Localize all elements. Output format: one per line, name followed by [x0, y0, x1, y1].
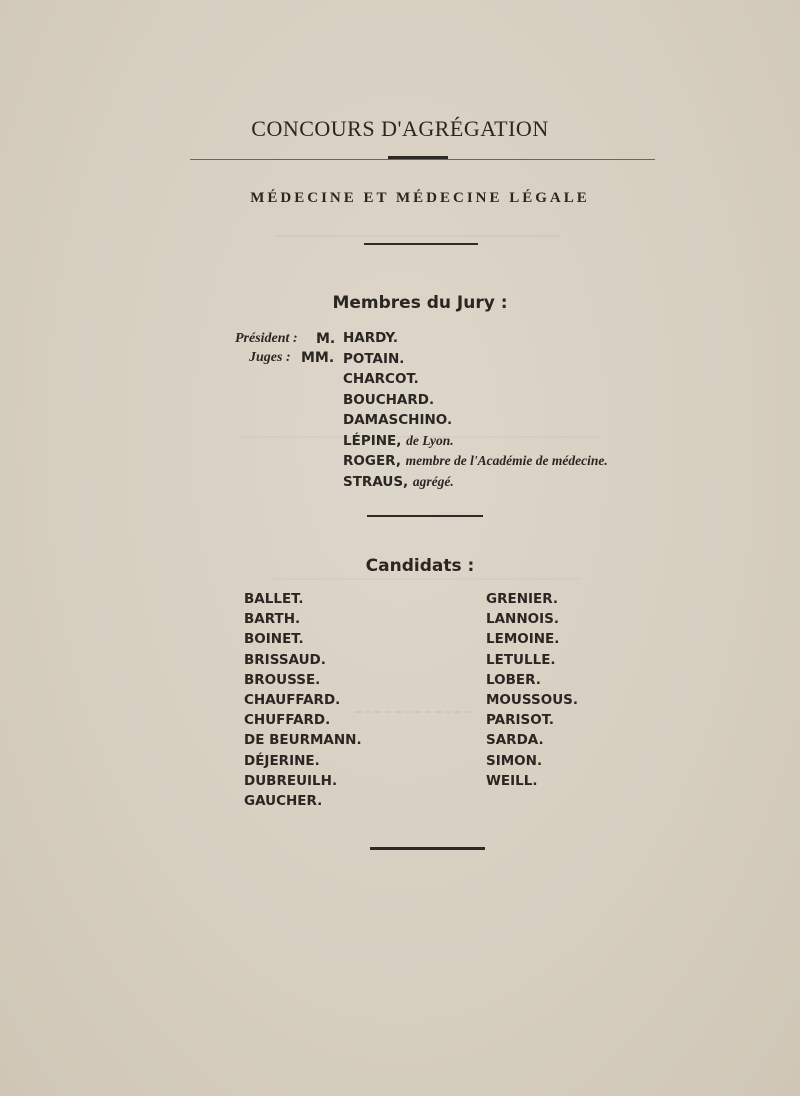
president-title: M. — [316, 331, 336, 347]
candidate-name: BRISSAUD. — [244, 651, 326, 668]
candidate-name: DE BEURMANN. — [244, 732, 362, 749]
candidate-name: LETULLE. — [486, 651, 556, 668]
jury-member-name: LÉPINE, — [343, 432, 402, 449]
candidate-name: PARISOT. — [486, 712, 555, 729]
candidate-name: CHUFFARD. — [244, 712, 331, 729]
candidate-name: LANNOIS. — [486, 611, 559, 628]
jury-member-name: DAMASCHINO. — [343, 412, 453, 428]
jury-member-name: POTAIN. — [343, 350, 405, 367]
jury-member-name: HARDY. — [343, 330, 399, 346]
candidate-name: BROUSSE. — [244, 671, 321, 688]
jury-member-note: agrégé. — [412, 473, 454, 489]
jury-member-name: CHARCOT. — [343, 371, 419, 387]
jury-member-note: de Lyon. — [406, 432, 454, 448]
candidate-name: BOINET. — [244, 631, 304, 648]
page-title: CONCOURS D'AGRÉGATION — [251, 116, 549, 141]
candidate-name: GRENIER. — [486, 591, 559, 607]
jury-heading: Membres du Jury : — [332, 293, 508, 313]
exam-subtitle: MÉDECINE ET MÉDECINE LÉGALE — [250, 190, 590, 206]
jury-member-note: membre de l'Académie de médecine. — [405, 453, 608, 468]
candidate-name: SARDA. — [486, 732, 544, 749]
candidate-name: GAUCHER. — [244, 792, 323, 809]
candidate-name: LEMOINE. — [486, 631, 560, 648]
candidate-name: BALLET. — [244, 591, 304, 607]
candidate-name: BARTH. — [244, 611, 301, 628]
candidate-name: DUBREUILH. — [244, 772, 338, 789]
candidate-name: DÉJERINE. — [244, 752, 320, 769]
president-label: Président : — [235, 331, 298, 346]
judges-label: Juges : — [249, 350, 291, 365]
jury-member-name: STRAUS, — [343, 473, 409, 490]
judges-title: MM. — [301, 350, 335, 366]
candidate-name: SIMON. — [486, 752, 543, 769]
jury-member-name: BOUCHARD. — [343, 391, 435, 408]
candidate-name: LOBER. — [486, 671, 541, 688]
jury-member-name: ROGER, — [343, 453, 401, 469]
candidate-name: WEILL. — [486, 772, 538, 789]
candidates-heading: Candidats : — [365, 556, 475, 576]
candidate-name: CHAUFFARD. — [244, 691, 341, 708]
candidate-name: MOUSSOUS. — [486, 691, 579, 708]
